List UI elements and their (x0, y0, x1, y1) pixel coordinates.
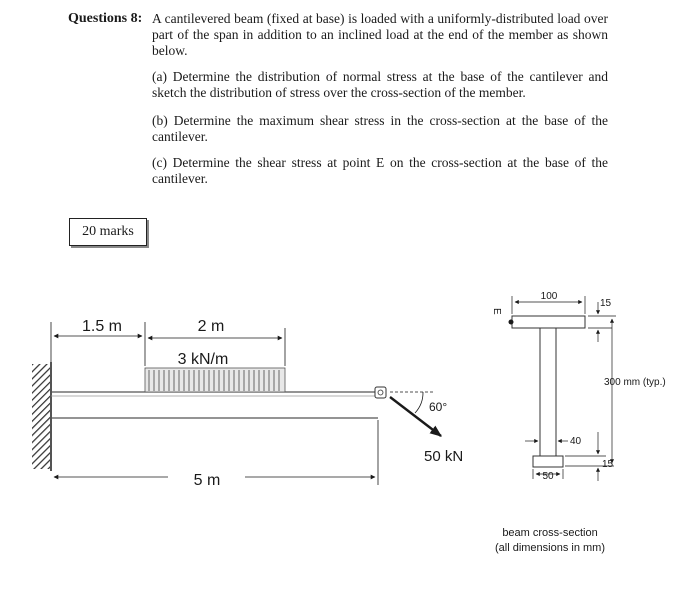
dim-label-gap: 1.5 m (81, 318, 123, 335)
point-e-marker (509, 320, 514, 325)
section-caption-2: (all dimensions in mm) (494, 542, 606, 554)
fixed-support (32, 362, 51, 471)
span-label: 5 m (193, 472, 221, 489)
load-label: 50 kN (424, 448, 464, 465)
bottom-flange-width-label: 50 (542, 471, 554, 482)
udl-label: 3 kN/m (177, 351, 229, 368)
angle-label: 60° (429, 400, 448, 414)
flange-thickness-label: 15 (600, 298, 612, 309)
part-c-text: (c) Determine the shear stress at point E on the cross-section at the base of the cantilever. (152, 155, 608, 186)
depth-label: 300 mm (typ.) (604, 377, 666, 388)
udl-block (145, 368, 285, 392)
flange-width-label: 100 (540, 291, 558, 302)
web-thickness-label: 40 (570, 436, 582, 447)
marks-box: 20 marks (69, 218, 147, 246)
question-label: Questions 8: (68, 11, 143, 26)
beam-member (51, 392, 378, 418)
point-e-label: E (491, 308, 502, 315)
question-intro: A cantilevered beam (fixed at base) is loaded with a uniformly-distributed load over part of the span in addition to an inclined load at the end of the member as shown below. (152, 11, 608, 58)
section-caption-1: beam cross-section (502, 527, 598, 539)
bottom-flange-thickness-label: 15 (602, 459, 614, 470)
part-b-text: (b) Determine the maximum shear stress in the cross-section at the base of the cantilever. (152, 113, 608, 144)
part-a-text: (a) Determine the distribution of normal stress at the base of the cantilever and sketch the distribution of stress over the cross-section of the member. (152, 69, 608, 100)
dim-label-udl: 2 m (197, 318, 225, 335)
